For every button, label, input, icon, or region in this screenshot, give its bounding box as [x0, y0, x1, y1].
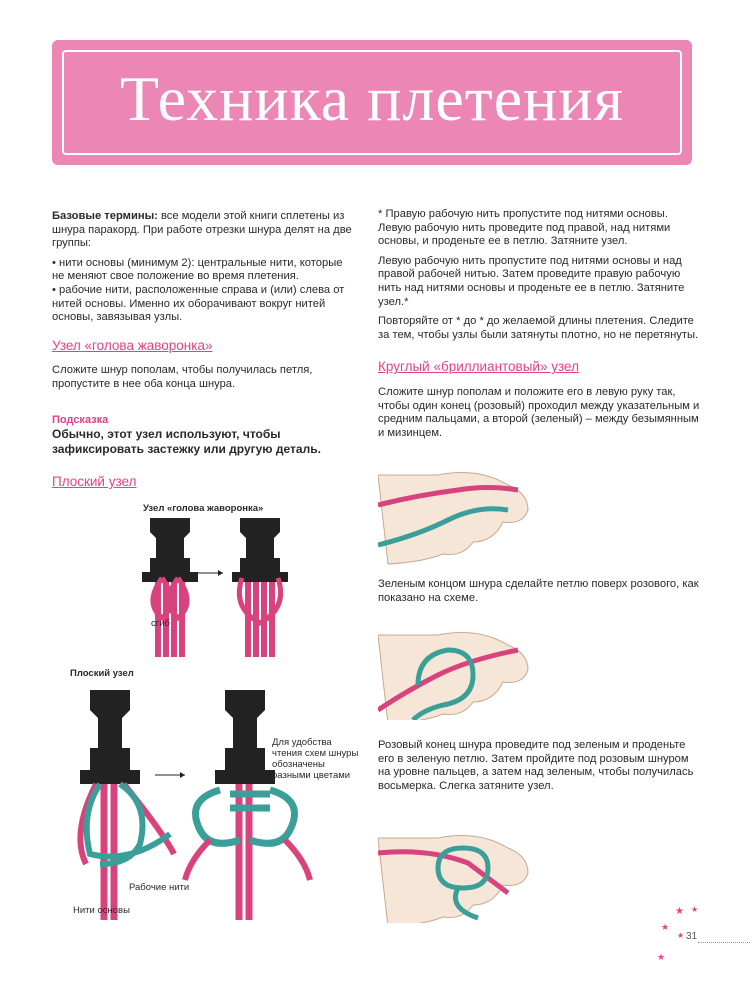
- figure2-caption: Плоский узел: [70, 668, 134, 679]
- round-step-2-block: [378, 578, 700, 611]
- hand-illustration-1: [378, 465, 533, 565]
- round-step-3-block: [378, 739, 700, 799]
- buckle-icon-1: [142, 518, 198, 582]
- basics-term: Базовые термины:: [52, 210, 158, 222]
- hint-label: Подсказка: [52, 413, 109, 426]
- lark-knot-diagram: [120, 518, 320, 658]
- hand-illustration-3: [378, 828, 533, 923]
- round-step-2: Зеленым концом шнура сделайте петлю поверх розового, как показано на схеме.: [378, 578, 699, 604]
- page-number: 31: [686, 931, 698, 942]
- page-title: Техника плетения: [119, 63, 625, 134]
- basics-paragraph: [52, 210, 352, 251]
- flat-step-3: Повторяйте от * до * до желаемой длины плетения. Следите за тем, чтобы узлы были затянуты плотно, но не перетянуты.: [378, 315, 699, 341]
- flat-heading: Плоский узел: [52, 474, 137, 490]
- right-column: [378, 208, 700, 446]
- svg-text:★: ★: [661, 922, 670, 932]
- svg-text:★: ★: [657, 952, 666, 962]
- bullet-working: • рабочие нити, расположенные справа и (или) слева от нитей основы. Именно их оборачивают вокруг нитей основы, завязывая узлы.: [52, 283, 345, 324]
- lark-heading: Узел «голова жаворонка»: [52, 337, 213, 353]
- svg-text:★: ★: [677, 931, 685, 940]
- round-step-1: Сложите шнур пополам и положите его в левую руку так, чтобы один конец (розовый) проходил между указательным и средним пальцами, а второй (зеленый) – между безымянным и мизинцем.: [378, 385, 700, 439]
- bullet-core: • нити основы (минимум 2): центральные нити, которые не меняют свое положение во время плетения.: [52, 256, 343, 283]
- left-column: [52, 210, 352, 501]
- working-threads-label: Рабочие нити: [129, 882, 190, 893]
- hint-text: Обычно, этот узел используют, чтобы зафиксировать застежку или другую деталь.: [52, 427, 321, 457]
- svg-text:★: ★: [675, 906, 684, 917]
- svg-text:★: ★: [691, 905, 699, 914]
- core-threads-label: Нити основы: [73, 905, 130, 916]
- flat-step-1: * Правую рабочую нить пропустите под нитями основы. Левую рабочую нить проведите под правой, над нитями основы, и проденьте ее в петлю. Затяните узел.: [378, 208, 671, 248]
- title-banner: [52, 40, 692, 165]
- basics-text: все модели этой книги сплетены из шнура паракорд. При работе отрезки шнура делят на две группы:: [52, 210, 352, 250]
- buckle-icon-4: [215, 690, 275, 784]
- page-number-rule: [698, 942, 750, 943]
- lark-text: Сложите шнур пополам, чтобы получилась петля, пропустите в нее оба конца шнура.: [52, 364, 313, 390]
- color-note: Для удобства чтения схем шнуры обозначены разными цветами: [272, 737, 359, 781]
- round-heading: Круглый «бриллиантовый» узел: [378, 359, 579, 375]
- fold-label: сгиб: [151, 618, 170, 629]
- round-step-3: Розовый конец шнура проведите под зеленым и проденьте его в зеленую петлю. Затем пройдите под розовым шнуром на уровне пальцев, а затем над зеленым, чтобы получилась восьмерка. Слегка затяните узел.: [378, 739, 694, 792]
- decor-stars: [655, 900, 715, 970]
- figure1-caption: Узел «голова жаворонка»: [143, 503, 264, 514]
- flat-step-2: Левую рабочую нить пропустите под нитями основы и над правой рабочей нитью. Затем проведите правую рабочую нить над нитями основы и проденьте ее в петлю. Затяните узел.*: [378, 254, 685, 308]
- buckle-icon-2: [232, 518, 288, 582]
- flat-knot-diagram: [60, 690, 360, 920]
- hand-illustration-2: [378, 625, 533, 720]
- buckle-icon-3: [80, 690, 140, 784]
